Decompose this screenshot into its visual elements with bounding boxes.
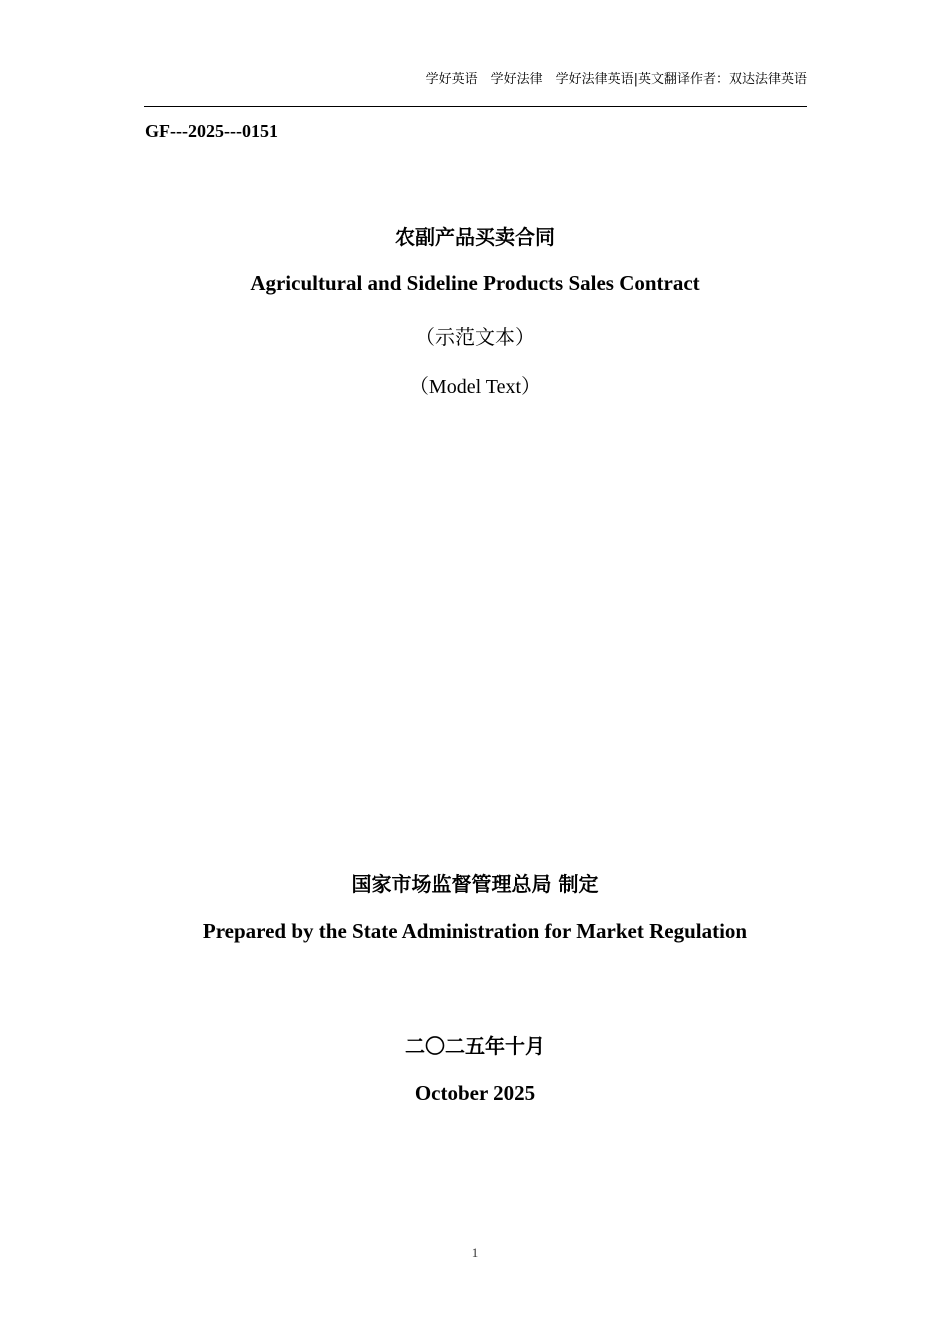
title-english: Agricultural and Sideline Products Sales Contract	[250, 271, 700, 295]
issuer-english: Prepared by the State Administration for Market Regulation	[202, 919, 748, 943]
title-chinese: 农副产品买卖合同	[395, 225, 555, 249]
date-english: October 2025	[414, 1081, 536, 1105]
date-chinese: 二〇二五年十月	[405, 1034, 545, 1058]
page-number: 1	[471, 1245, 479, 1260]
header-rule	[144, 106, 807, 107]
running-header: 学好英语 学好法律 学好法律英语|英文翻译作者：双达法律英语	[425, 72, 807, 87]
model-text-english: （Model Text）	[408, 376, 542, 398]
document-code: GF---2025---0151	[145, 121, 278, 141]
model-text-chinese: （示范文本）	[415, 325, 535, 349]
issuer-chinese: 国家市场监督管理总局 制定	[351, 872, 599, 896]
